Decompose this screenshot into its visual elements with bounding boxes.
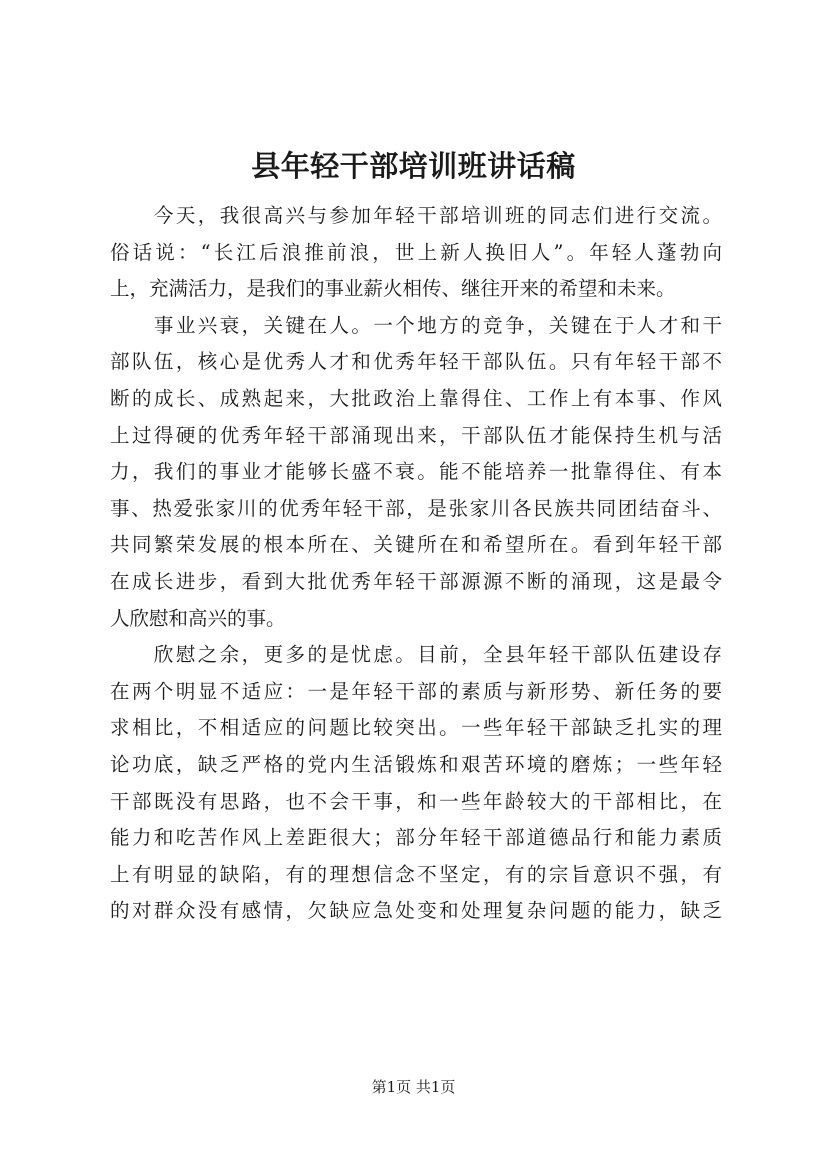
document-body (110, 198, 722, 930)
document-title: 县年轻干部培训班讲话稿 (251, 149, 576, 183)
body-line: 上有明显的缺陷，有的理想信念不坚定，有的宗旨意识不强，有 (110, 862, 722, 886)
body-line: 俗话说：“长江后浪推前浪，世上新人换旧人”。年轻人蓬勃向 (110, 240, 722, 264)
body-line: 人欣慰和高兴的事。 (110, 606, 286, 630)
body-line: 部队伍，核心是优秀人才和优秀年轻干部队伍。只有年轻干部不 (110, 350, 722, 374)
body-line: 求相比，不相适应的问题比较突出。一些年轻干部缺乏扎实的理 (110, 716, 722, 740)
body-line: 能力和吃苦作风上差距很大；部分年轻干部道德品行和能力素质 (110, 826, 722, 850)
body-line: 干部既没有思路，也不会干事，和一些年龄较大的干部相比，在 (110, 789, 722, 813)
body-line: 在两个明显不适应：一是年轻干部的素质与新形势、新任务的要 (110, 679, 722, 703)
page-footer: 第1页 共1页 (371, 1078, 456, 1096)
body-line: 事、热爱张家川的优秀年轻干部，是张家川各民族共同团结奋斗、 (110, 496, 722, 520)
body-line: 论功底，缺乏严格的党内生活锻炼和艰苦环境的磨炼；一些年轻 (110, 752, 722, 776)
body-line: 欣慰之余，更多的是忧虑。目前，全县年轻干部队伍建设存 (110, 643, 722, 667)
body-line: 的对群众没有感情，欠缺应急处变和处理复杂问题的能力，缺乏 (110, 899, 722, 923)
body-line: 断的成长、成熟起来，大批政治上靠得住、工作上有本事、作风 (110, 386, 722, 410)
body-line: 力，我们的事业才能够长盛不衰。能不能培养一批靠得住、有本 (110, 460, 722, 484)
body-line: 今天，我很高兴与参加年轻干部培训班的同志们进行交流。 (110, 204, 722, 227)
body-line: 事业兴衰，关键在人。一个地方的竞争，关键在于人才和干 (110, 313, 722, 337)
body-line: 在成长进步，看到大批优秀年轻干部源源不断的涌现，这是最令 (110, 569, 722, 593)
body-line: 共同繁荣发展的根本所在、关键所在和希望所在。看到年轻干部 (110, 533, 722, 557)
body-line: 上，充满活力，是我们的事业薪火相传、继往开来的希望和未来。 (110, 277, 676, 301)
body-line: 上过得硬的优秀年轻干部涌现出来，干部队伍才能保持生机与活 (110, 423, 722, 447)
